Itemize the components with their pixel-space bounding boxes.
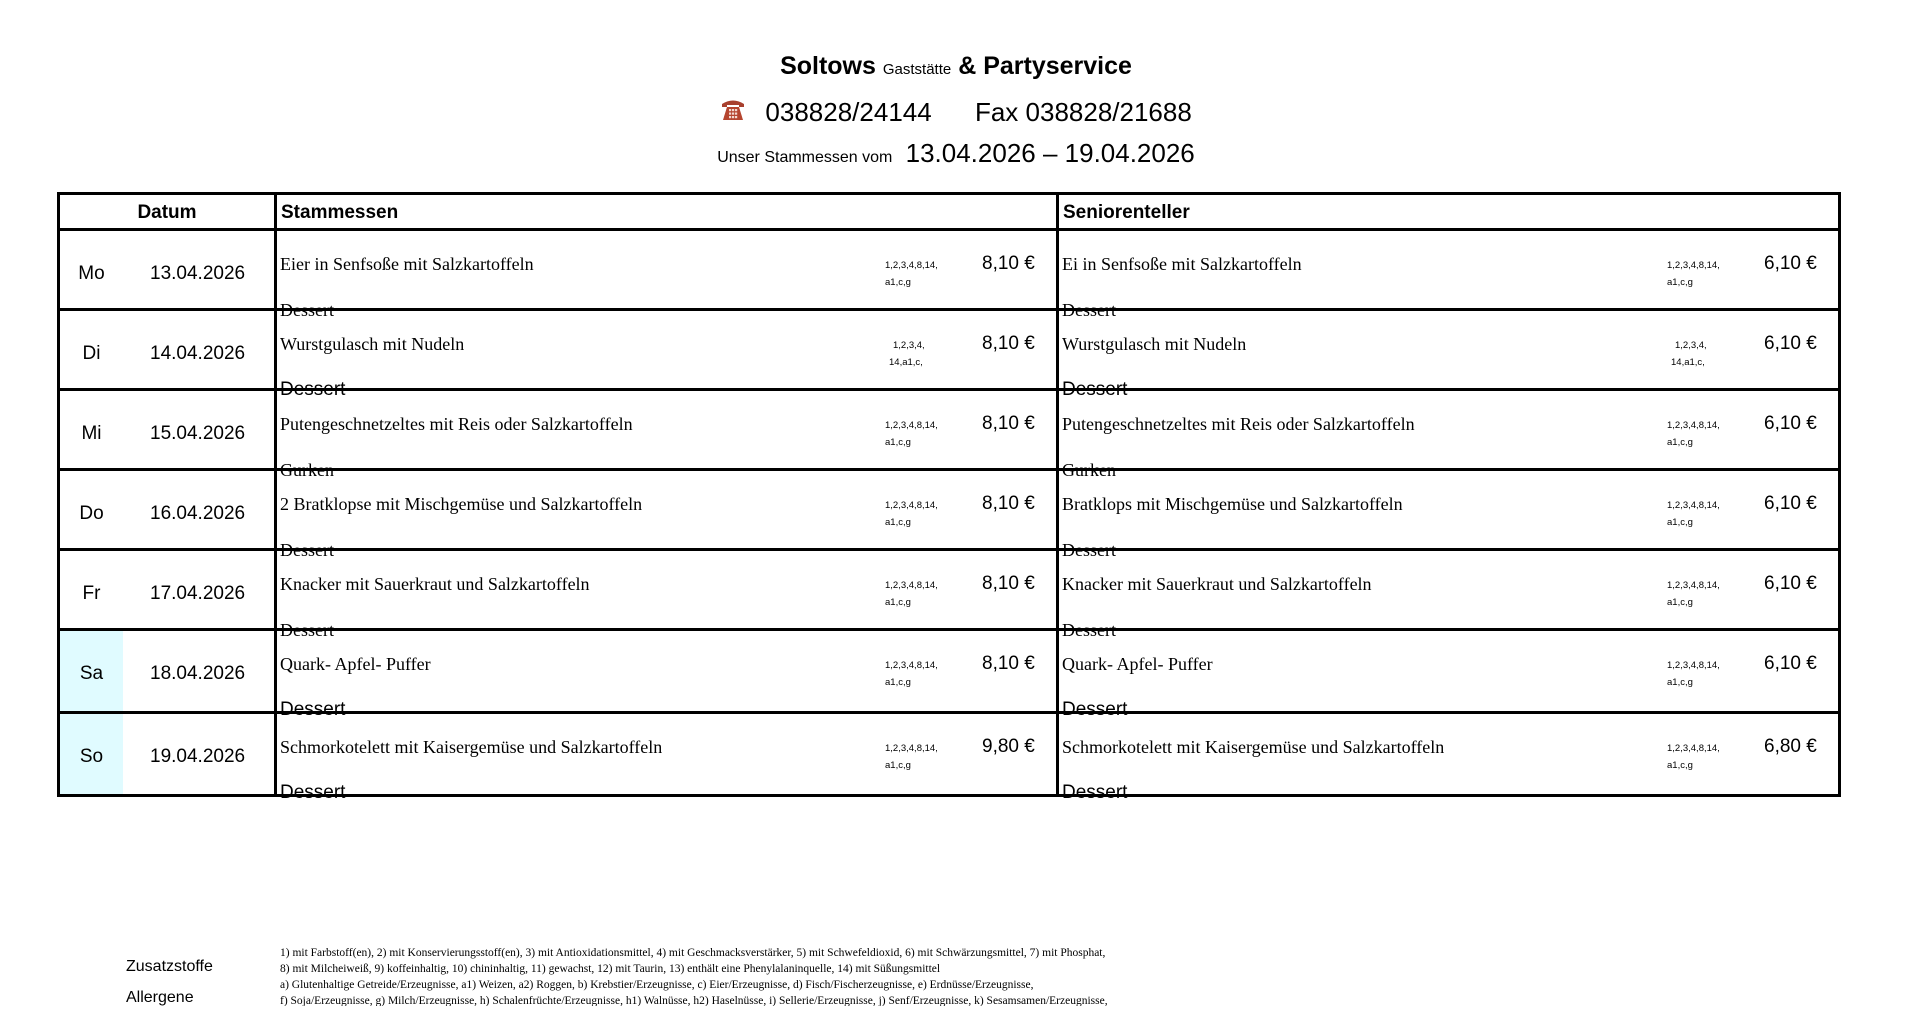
allergen-codes: [1671, 337, 1741, 371]
table-row: [59, 630, 1840, 713]
allergen-codes-line1: 1,2,3,4,: [1675, 340, 1707, 351]
date: 15.04.2026: [150, 423, 246, 444]
allergen-codes-line1: 1,2,3,4,8,14,: [885, 660, 938, 671]
allergen-codes: [885, 497, 955, 531]
price: 9,80 €: [982, 736, 1035, 757]
senior-meal-cell: [1058, 310, 1840, 400]
table-row: [59, 550, 1840, 630]
allergen-codes-line1: 1,2,3,4,8,14,: [885, 420, 938, 431]
regular-meal-cell: [276, 713, 1058, 803]
allergen-codes-line2: a1,c,g: [1667, 437, 1693, 448]
business-name: [0, 50, 1912, 86]
date: 13.04.2026: [150, 263, 246, 284]
allergen-codes-line1: 1,2,3,4,8,14,: [1667, 660, 1720, 671]
allergen-codes-line1: 1,2,3,4,8,14,: [1667, 500, 1720, 511]
allergen-codes-line2: 14,a1,c,: [889, 357, 923, 368]
allergen-codes-line2: a1,c,g: [885, 597, 911, 608]
side-dish: Gurken: [280, 460, 334, 480]
price: 6,10 €: [1764, 413, 1817, 434]
side-dish: Dessert: [1062, 379, 1128, 400]
price: 8,10 €: [982, 253, 1035, 274]
side-dish: Dessert: [280, 379, 346, 400]
weekday: Fr: [82, 583, 101, 604]
allergen-codes: [889, 337, 959, 371]
allergen-codes-line2: a1,c,g: [1667, 760, 1693, 771]
weekday: So: [79, 746, 104, 767]
legend-line: 8) mit Milcheiweiß, 9) koffeinhaltig, 10) chininhaltig, 11) gewachst, 12) mit Taurin, 13) enthält eine Phenylalaninquelle, 14) mit Süßungsmittel: [280, 963, 941, 975]
senior-meal-cell: [1058, 390, 1840, 480]
footer-legend-text: [280, 945, 1280, 1006]
dish-name: Ei in Senfsoße mit Salzkartoffeln: [1062, 254, 1302, 274]
dish-name: Schmorkotelett mit Kaisergemüse und Salzkartoffeln: [280, 737, 663, 757]
side-dish: Dessert: [1062, 782, 1128, 803]
phone-number: 038828/24144: [765, 97, 932, 127]
legend-line: 1) mit Farbstoff(en), 2) mit Konservierungsstoff(en), 3) mit Antioxidationsmittel, 4) mit Geschmacksverstärker, 5) mit Schwefeldioxid, 6) mit Schwärzungsmittel, 7) mit Phosphat,: [280, 947, 1106, 959]
side-dish: Dessert: [1062, 300, 1116, 320]
allergen-codes-line2: a1,c,g: [885, 437, 911, 448]
regular-meal-cell: [276, 230, 1058, 320]
regular-meal-cell: [276, 390, 1058, 480]
allergen-codes-line2: a1,c,g: [885, 517, 911, 528]
table-header-row: [59, 194, 1840, 230]
date-cell: [59, 713, 276, 796]
senior-meal-cell: [1058, 550, 1840, 640]
allergens-label: Allergene: [126, 989, 194, 1006]
table-row: [59, 713, 1840, 796]
allergen-codes: [1667, 257, 1737, 291]
legend-line: a) Glutenhaltige Getreide/Erzeugnisse, a1) Weizen, a2) Roggen, b) Krebstier/Erzeugnisse, c) Eier/Erzeugnisse, d) Fisch/Fischerzeugnisse, e) Erdnüsse/Erzeugnisse,: [280, 979, 1034, 991]
allergen-codes-line2: a1,c,g: [885, 277, 911, 288]
date: 17.04.2026: [150, 583, 246, 604]
date: 16.04.2026: [150, 503, 246, 524]
allergen-codes: [1667, 657, 1737, 691]
date-cell: [59, 630, 276, 713]
table-row: [59, 470, 1840, 550]
allergen-codes: [885, 740, 955, 774]
date: 19.04.2026: [150, 746, 246, 767]
allergen-codes-line2: a1,c,g: [885, 760, 911, 771]
allergen-codes-line1: 1,2,3,4,8,14,: [1667, 743, 1720, 754]
allergen-codes-line2: a1,c,g: [885, 677, 911, 688]
dish-name: Schmorkotelett mit Kaisergemüse und Salzkartoffeln: [1062, 737, 1445, 757]
dish-name: Knacker mit Sauerkraut und Salzkartoffeln: [1062, 574, 1372, 594]
table-row: [59, 390, 1840, 470]
contact-line: [0, 96, 1912, 128]
weekday: Mi: [81, 423, 102, 444]
allergen-codes-line1: 1,2,3,4,8,14,: [1667, 580, 1720, 591]
senior-meal-cell: [1058, 713, 1840, 803]
price: 8,10 €: [982, 573, 1035, 594]
dish-name: Quark- Apfel- Puffer: [280, 654, 431, 674]
allergen-codes-line1: 1,2,3,4,8,14,: [1667, 420, 1720, 431]
price: 6,10 €: [1764, 653, 1817, 674]
allergen-codes: [1667, 577, 1737, 611]
telephone-icon: [720, 97, 746, 121]
weekday: Sa: [79, 663, 104, 684]
footer-legend-labels: [126, 951, 213, 1013]
additives-label: Zusatzstoffe: [126, 958, 213, 975]
side-dish: Dessert: [280, 782, 346, 803]
allergen-codes-line2: a1,c,g: [1667, 677, 1693, 688]
allergen-codes-line1: 1,2,3,4,8,14,: [885, 580, 938, 591]
date-cell: [59, 550, 276, 630]
dish-name: Wurstgulasch mit Nudeln: [280, 334, 465, 354]
side-dish: Dessert: [1062, 620, 1116, 640]
side-dish: Dessert: [280, 300, 334, 320]
regular-meal-cell: [276, 630, 1058, 720]
regular-meal-cell: [276, 470, 1058, 560]
column-header-senior: Seniorenteller: [1058, 194, 1840, 230]
allergen-codes: [1667, 740, 1737, 774]
price: 6,80 €: [1764, 736, 1817, 757]
side-dish: Dessert: [280, 699, 346, 720]
price: 6,10 €: [1764, 253, 1817, 274]
side-dish: Dessert: [1062, 699, 1128, 720]
price: 6,10 €: [1764, 573, 1817, 594]
brand-suffix: & Partyservice: [958, 52, 1132, 80]
dish-name: Wurstgulasch mit Nudeln: [1062, 334, 1247, 354]
period-label: Unser Stammessen vom: [717, 149, 893, 166]
date-cell: [59, 470, 276, 550]
regular-meal-cell: [276, 310, 1058, 400]
side-dish: Dessert: [1062, 540, 1116, 560]
brand-subtitle: Gaststätte: [882, 61, 952, 78]
dish-name: Putengeschnetzeltes mit Reis oder Salzkartoffeln: [1062, 414, 1415, 434]
side-dish: Gurken: [1062, 460, 1116, 480]
price: 8,10 €: [982, 333, 1035, 354]
dish-name: Quark- Apfel- Puffer: [1062, 654, 1213, 674]
date-cell: [59, 310, 276, 390]
weekly-menu-table: [57, 192, 1841, 803]
senior-meal-cell: [1058, 230, 1840, 320]
side-dish: Dessert: [280, 540, 334, 560]
senior-meal-cell: [1058, 630, 1840, 720]
senior-meal-cell: [1058, 470, 1840, 560]
side-dish: Dessert: [280, 620, 334, 640]
dish-name: Eier in Senfsoße mit Salzkartoffeln: [280, 254, 534, 274]
allergen-codes-line1: 1,2,3,4,: [893, 340, 925, 351]
allergen-codes-line1: 1,2,3,4,8,14,: [1667, 260, 1720, 271]
allergen-codes: [885, 257, 955, 291]
allergen-codes: [885, 577, 955, 611]
weekday: Di: [82, 343, 101, 364]
price: 8,10 €: [982, 493, 1035, 514]
date: 18.04.2026: [150, 663, 246, 684]
menu-period: [0, 137, 1912, 174]
weekday: Do: [79, 503, 104, 524]
allergen-codes: [885, 417, 955, 451]
allergen-codes-line2: 14,a1,c,: [1671, 357, 1705, 368]
allergen-codes: [1667, 497, 1737, 531]
allergen-codes: [885, 657, 955, 691]
period-dates: 13.04.2026 – 19.04.2026: [905, 138, 1195, 168]
allergen-codes-line1: 1,2,3,4,8,14,: [885, 743, 938, 754]
allergen-codes-line1: 1,2,3,4,8,14,: [885, 260, 938, 271]
legend-line: f) Soja/Erzeugnisse, g) Milch/Erzeugnisse, h) Schalenfrüchte/Erzeugnisse, h1) Walnüsse, h2) Haselnüsse, i) Sellerie/Erzeugnisse, j) Senf/Erzeugnisse, k) Sesamsamen/Erzeugnisse,: [280, 995, 1108, 1006]
dish-name: 2 Bratklopse mit Mischgemüse und Salzkartoffeln: [280, 494, 643, 514]
column-header-regular: Stammessen: [276, 194, 1058, 230]
price: 6,10 €: [1764, 493, 1817, 514]
fax-number: Fax 038828/21688: [974, 97, 1192, 127]
allergen-codes: [1667, 417, 1737, 451]
price: 8,10 €: [982, 413, 1035, 434]
weekday: Mo: [78, 263, 105, 284]
dish-name: Putengeschnetzeltes mit Reis oder Salzkartoffeln: [280, 414, 633, 434]
allergen-codes-line2: a1,c,g: [1667, 277, 1693, 288]
allergen-codes-line2: a1,c,g: [1667, 597, 1693, 608]
brand-name: Soltows: [780, 52, 876, 80]
allergen-codes-line1: 1,2,3,4,8,14,: [885, 500, 938, 511]
column-header-date: Datum: [59, 194, 276, 230]
price: 6,10 €: [1764, 333, 1817, 354]
price: 8,10 €: [982, 653, 1035, 674]
table-row: [59, 310, 1840, 390]
dish-name: Bratklops mit Mischgemüse und Salzkartoffeln: [1062, 494, 1403, 514]
dish-name: Knacker mit Sauerkraut und Salzkartoffeln: [280, 574, 590, 594]
date: 14.04.2026: [150, 343, 246, 364]
regular-meal-cell: [276, 550, 1058, 640]
table-row: [59, 230, 1840, 310]
date-cell: [59, 230, 276, 310]
date-cell: [59, 390, 276, 470]
allergen-codes-line2: a1,c,g: [1667, 517, 1693, 528]
